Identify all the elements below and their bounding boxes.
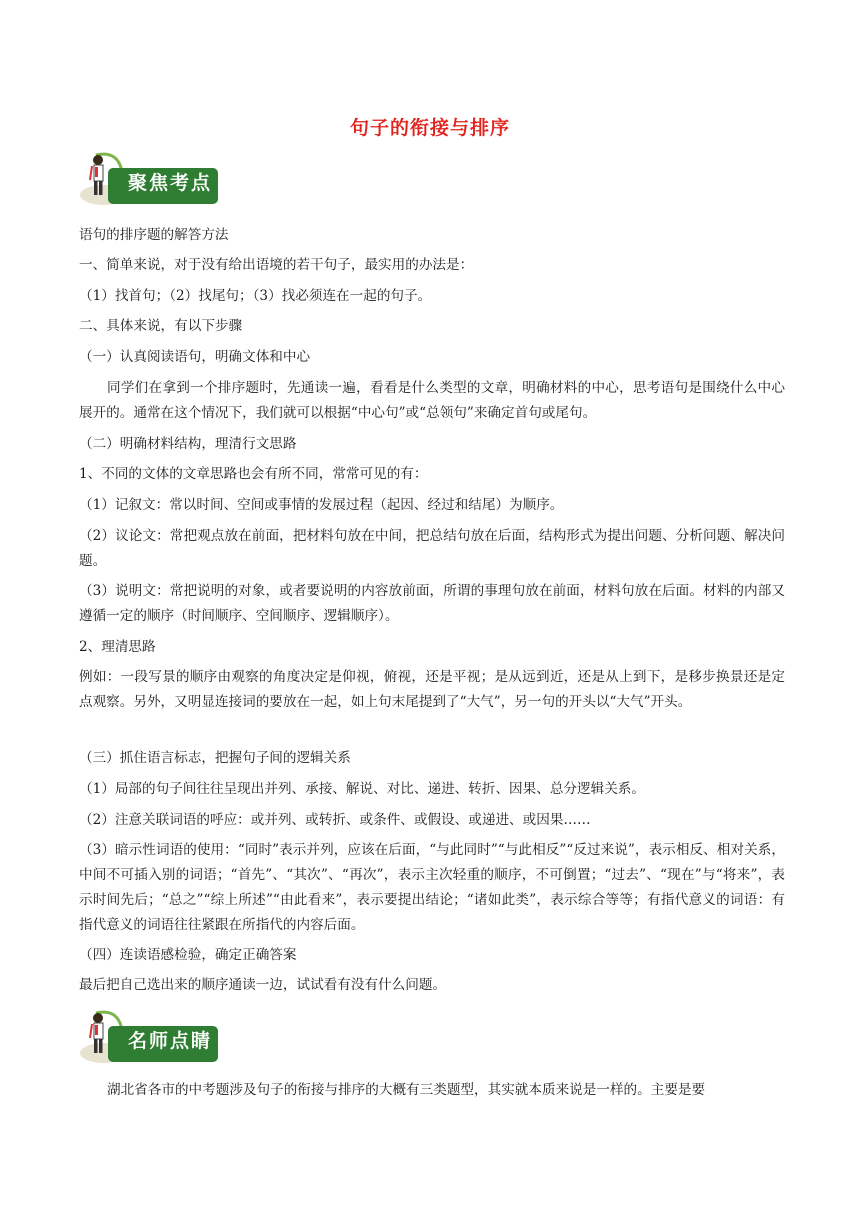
teacher-banner: [78, 1008, 220, 1070]
teacher-paragraph: 湖北省各市的中考题涉及句子的衔接与排序的大概有三类题型，其实就本质来说是一样的。主要是要: [107, 1082, 706, 1098]
step-3-line-1: （1）局部的句子间往往呈现出并列、承接、解说、对比、递进、转折、因果、总分逻辑关系。: [79, 781, 645, 797]
step-3-heading: （三）抓住语言标志，把握句子间的逻辑关系: [79, 750, 351, 766]
focus-line-3: 二、具体来说，有以下步骤: [79, 318, 243, 334]
step-4-heading: （四）连读语感检验，确定正确答案: [79, 947, 297, 963]
step-1-paragraph: 同学们在拿到一个排序题时，先通读一遍，看看是什么类型的文章，明确材料的中心，思考语句是围绕什么中心展开的。通常在这个情况下，我们就可以根据“中心句”或“总领句”来确定首句或尾句。: [79, 380, 785, 421]
step-2-line-2: 2、理清思路: [79, 639, 156, 655]
teacher-banner-label: 名师点睛: [127, 1030, 212, 1052]
argumentative-note: （2）议论文：常把观点放在前面，把材料句放在中间，把总结句放在后面，结构形式为提出问题、分析问题、解决问题。: [79, 528, 785, 569]
narrative-note: （1）记叙文：常以时间、空间或事情的发展过程（起因、经过和结尾）为顺序。: [79, 497, 564, 513]
focus-subtitle: 语句的排序题的解答方法: [79, 227, 229, 243]
step-2-line-1: 1、不同的文体的文章思路也会有所不同，常常可见的有：: [79, 466, 428, 482]
step-2-heading: （二）明确材料结构，理清行文思路: [79, 436, 297, 452]
focus-banner: [78, 150, 220, 212]
expository-note: （3）说明文：常把说明的对象，或者要说明的内容放前面，所谓的事理句放在前面，材料句放在后面。材料的内部又遵循一定的顺序（时间顺序、空间顺序、逻辑顺序）。: [79, 583, 785, 624]
step-3-line-3: （3）暗示性词语的使用：“同时”表示并列，应该在后面，“与此同时”“与此相反”“反过来说”，表示相反、相对关系，中间不可插入别的词语；“首先”、“其次”、“再次”，表示主次轻重的顺序，不可倒置；“过去”、“现在”与“将来”，表示时间先后；“总之”“综上所述”“由此看来”，表示要提出结论；“诸如此类”，表示综合等等；有指代意义的词语：有指代意义的词语往往紧跟在所指代的内容后面。: [79, 842, 785, 933]
step-3-line-2: （2）注意关联词语的呼应：或并列、或转折、或条件、或假设、或递进、或因果……: [79, 812, 591, 828]
example-paragraph: 例如：一段写景的顺序由观察的角度决定是仰视，俯视，还是平视；是从远到近，还是从上到下，是移步换景还是定点观察。另外，又明显连接词的要放在一起，如上句末尾提到了“大气”，另一句的开头以“大气”开头。: [79, 669, 785, 710]
focus-banner-label: 聚焦考点: [127, 172, 212, 194]
focus-line-1: 一、简单来说，对于没有给出语境的若干句子，最实用的办法是：: [79, 257, 474, 273]
focus-line-2: （1）找首句；（2）找尾句；（3）找必须连在一起的句子。: [79, 288, 432, 304]
document-title: 句子的衔接与排序: [349, 117, 510, 139]
step-4-line-1: 最后把自己选出来的顺序通读一边，试试看有没有什么问题。: [79, 977, 447, 993]
step-1-heading: （一）认真阅读语句，明确文体和中心: [79, 349, 311, 365]
